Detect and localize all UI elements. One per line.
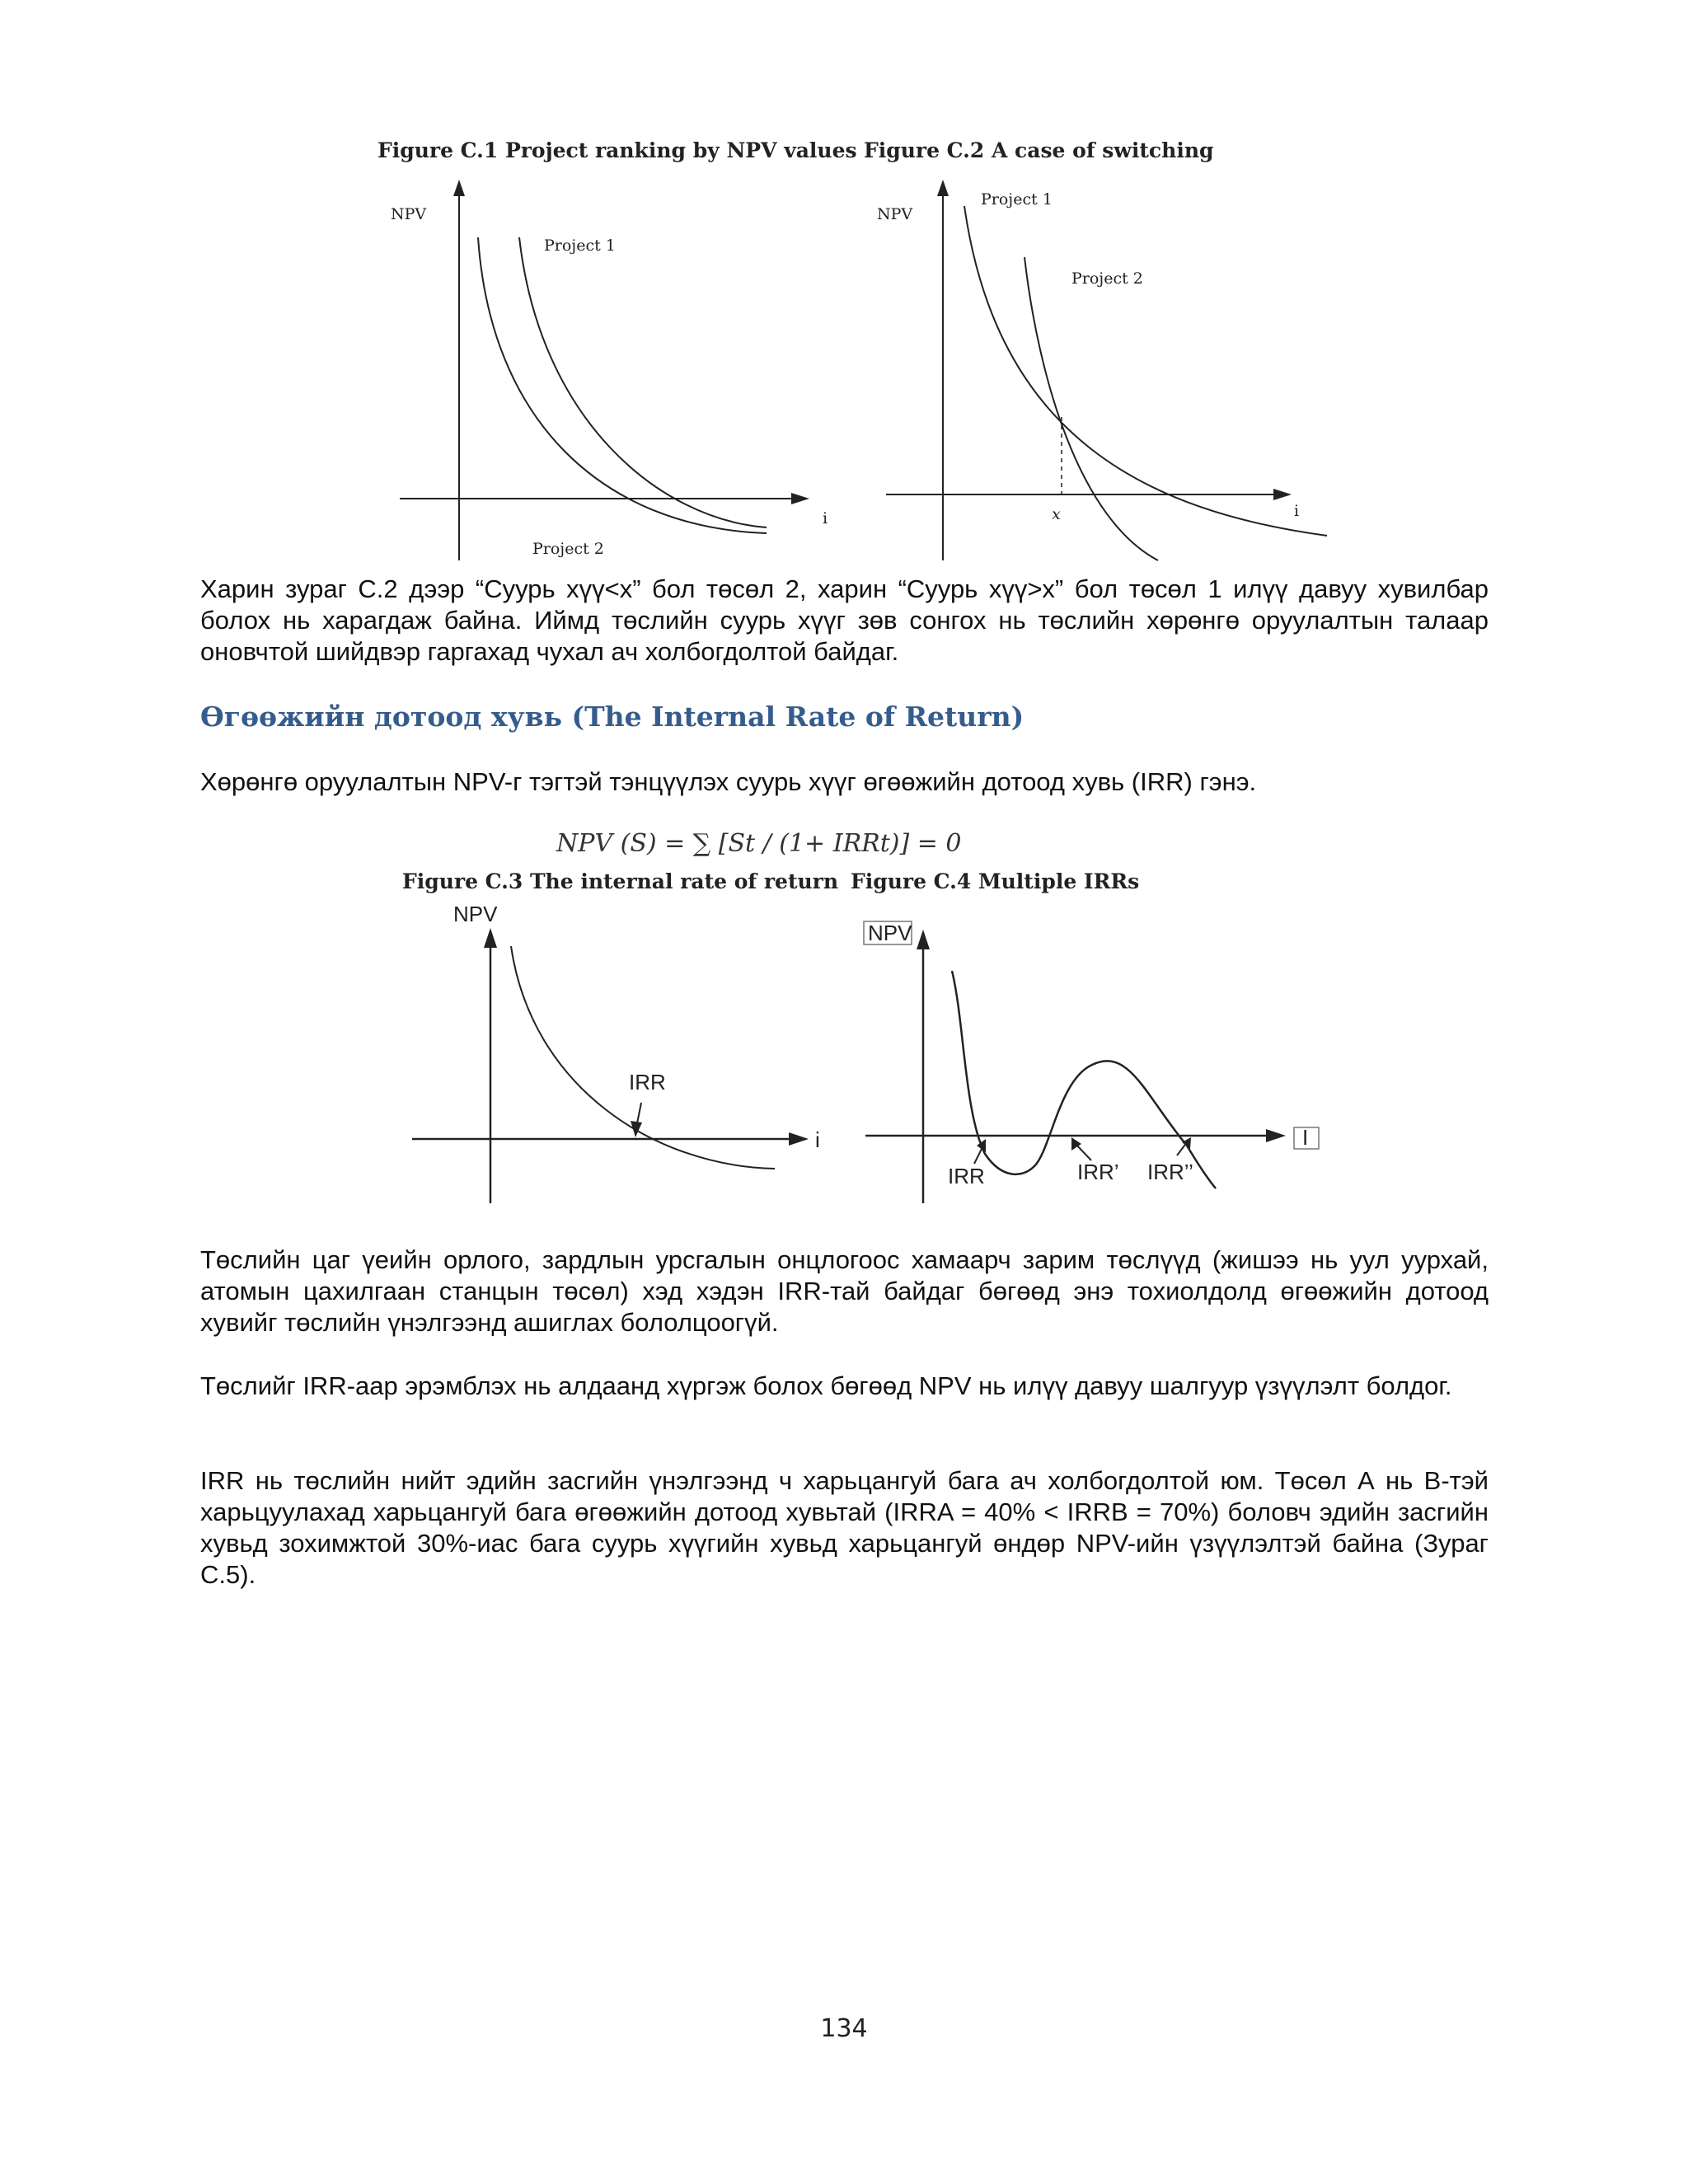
figure-c2-i-label: i	[1294, 502, 1300, 520]
project2-curve	[1025, 257, 1158, 560]
figure-c4-irr3-label: IRR’’	[1147, 1160, 1193, 1184]
figure-c2-project1-label: Project 1	[981, 190, 1053, 209]
page-number: 134	[820, 2014, 868, 2043]
irr1-arrow-line	[974, 1147, 982, 1164]
figure-c4-npv-label: NPV	[868, 921, 912, 945]
figure-c4-irr2-label: IRR’	[1077, 1160, 1119, 1184]
section-heading-irr: Өгөөжийн дотоод хувь (The Internal Rate of Return)	[200, 701, 1025, 733]
x-axis-arrow	[1266, 1129, 1286, 1142]
figure-c1-graph	[387, 173, 849, 560]
figure-c3-irr-label: IRR	[629, 1070, 666, 1094]
y-axis-arrow	[917, 930, 930, 949]
figure-c4-i-label: I	[1302, 1125, 1309, 1150]
irr2-arrow-line	[1076, 1144, 1091, 1160]
figure-c2-project2-label: Project 2	[1071, 269, 1143, 288]
x-axis-arrow	[1273, 489, 1292, 500]
project1-curve	[519, 237, 767, 527]
y-axis-arrow	[453, 180, 465, 196]
figure-c3-i-label: i	[815, 1127, 820, 1152]
project1-curve	[964, 206, 1327, 536]
figure-c1-i-label: i	[823, 509, 828, 527]
y-axis-arrow	[484, 928, 497, 948]
figure-c1-project2-label: Project 2	[532, 540, 604, 558]
paragraph-irr-significance: IRR нь төслийн нийт эдийн засгийн үнэлгээнд ч харьцангуй бага ач холбогдолтой юм. Төсөл А нь В-тэй харьцуулахад харьцангуй бага өгөөжийн дотоод хувьтай (IRRA = 40% < IRRB = 70%) боловч эдийн засгийн хувьд зохимжтой 30%-иас бага суурь хүүгийн хувьд харьцангуй өндөр NPV-ийн үзүүлэлтэй байна (Зураг С.5).	[200, 1466, 1489, 1589]
figure-c3-graph	[408, 898, 837, 1203]
figure-c4-graph	[857, 915, 1352, 1236]
x-axis-arrow	[791, 493, 809, 504]
paragraph-switching: Харин зураг С.2 дээр “Суурь хүү<x” бол төсөл 2, харин “Суурь хүү>x” бол төсөл 1 илүү давуу хувилбар болох нь харагдаж байна. Иймд төслийн суурь хүүг зөв сонгох нь төслийн хөрөнгө оруулалтын талаар оновчтой шийдвэр гаргахад чухал ач холбогдолтой байдаг.	[200, 574, 1489, 666]
paragraph-ranking: Төслийг IRR-аар эрэмблэх нь алдаанд хүргэж болох бөгөөд NPV нь илүү давуу шалгуур үзүүлэлт болдог.	[200, 1371, 1452, 1400]
figure-c3-title: Figure C.3 The internal rate of return	[402, 869, 839, 893]
figure-c4-title: Figure C.4 Multiple IRRs	[851, 869, 1140, 893]
figure-c2-npv-label: NPV	[877, 205, 913, 223]
npv-formula: NPV (S) = ∑ [St / (1+ IRRt)] = 0	[556, 829, 962, 858]
figure-c1-npv-label: NPV	[391, 205, 427, 223]
paragraph-multiple-irr: Төслийн цаг үеийн орлого, зардлын урсгалын онцлогоос хамаарч зарим төслүүд (жишээ нь уул уурхай, атомын цахилгаан станцын төсөл) хэд хэдэн IRR-тай байдаг бөгөөд энэ тохиолдолд өгөөжийн дотоод хувийг төслийн үнэлгээнд ашиглах бололцоогүй.	[200, 1245, 1489, 1337]
figure-c3-npv-label: NPV	[453, 902, 498, 926]
figure-c2-graph	[874, 173, 1335, 560]
npv-curve	[511, 946, 775, 1169]
figure-c1-title: Figure C.1 Project ranking by NPV values	[377, 138, 857, 162]
paragraph-irr-definition: Хөрөнгө оруулалтын NPV-г тэгтэй тэнцүүлэх суурь хүүг өгөөжийн дотоод хувь (IRR) гэнэ.	[200, 767, 1257, 796]
figure-c2-title: Figure C.2 A case of switching	[864, 138, 1214, 162]
npv-wave-curve	[952, 971, 1216, 1188]
figure-c1-project1-label: Project 1	[544, 237, 616, 255]
figure-c2-x-label: x	[1052, 505, 1061, 523]
y-axis-arrow	[937, 180, 949, 196]
irr-arrowhead	[631, 1121, 642, 1137]
project2-curve	[478, 237, 767, 533]
figure-c4-irr1-label: IRR	[948, 1164, 985, 1188]
x-axis-arrow	[789, 1132, 809, 1146]
